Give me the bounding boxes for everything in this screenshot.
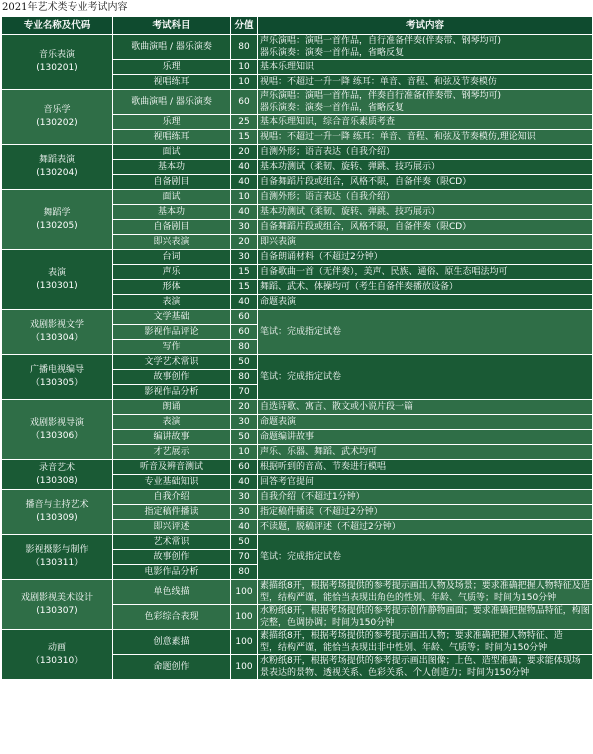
major-cell xyxy=(2,90,113,145)
subject-cell: 影视作品评论 xyxy=(113,325,231,340)
score-cell: 60 xyxy=(231,310,258,325)
major-name: 戏剧影视文学 xyxy=(29,320,84,330)
content-cell: 笔试：完成指定试卷 xyxy=(258,535,593,580)
header-content: 考试内容 xyxy=(258,17,593,35)
score-cell: 80 xyxy=(231,565,258,580)
subject-cell: 声乐 xyxy=(113,265,231,280)
score-cell: 80 xyxy=(231,370,258,385)
score-cell: 40 xyxy=(231,295,258,310)
subject-cell: 指定稿件播读 xyxy=(113,505,231,520)
major-code: (130309) xyxy=(36,513,78,523)
score-cell: 70 xyxy=(231,550,258,565)
major-cell xyxy=(2,35,113,90)
table-row xyxy=(2,580,593,605)
score-cell: 15 xyxy=(231,280,258,295)
subject-cell: 即兴评述 xyxy=(113,520,231,535)
score-cell: 100 xyxy=(231,655,258,680)
score-cell: 60 xyxy=(231,90,258,115)
major-cell xyxy=(2,355,113,400)
table-title: 2021年艺术类专业考试内容 xyxy=(2,2,128,13)
major-name: 录音艺术 xyxy=(38,462,75,473)
subject-cell: 乐理 xyxy=(113,60,231,75)
content-line: 水粉纸8开，根据考场提供的参考提示创作静物画面；要求准确把握物品特征，构图 xyxy=(260,606,590,616)
major-code: （130310） xyxy=(30,655,84,666)
content-cell: 命题编讲故事 xyxy=(258,430,593,445)
score-cell: 20 xyxy=(231,400,258,415)
score-cell: 30 xyxy=(231,220,258,235)
major-cell xyxy=(2,250,113,310)
subject-cell: 自我介绍 xyxy=(113,490,231,505)
content-cell xyxy=(258,580,593,605)
content-cell: 命题表演 xyxy=(258,415,593,430)
score-cell: 60 xyxy=(231,460,258,475)
subject-cell: 色彩综合表现 xyxy=(113,605,231,630)
content-line: 器乐演奏：演奏一首作品，省略反复 xyxy=(260,48,405,58)
score-cell: 40 xyxy=(231,160,258,175)
subject-cell: 文学基础 xyxy=(113,310,231,325)
content-cell: 基本功测试（柔韧、旋转、弹跳、技巧展示） xyxy=(258,205,593,220)
content-cell: 即兴表演 xyxy=(258,235,593,250)
subject-cell: 台词 xyxy=(113,250,231,265)
table-row xyxy=(2,35,593,60)
subject-cell: 自备剧目 xyxy=(113,175,231,190)
subject-cell: 自备剧目 xyxy=(113,220,231,235)
table-row xyxy=(2,460,593,475)
content-cell xyxy=(258,90,593,115)
major-name: 音乐学 xyxy=(43,105,71,115)
major-code: (130202) xyxy=(36,118,78,128)
subject-cell: 面试 xyxy=(113,145,231,160)
content-cell: 舞蹈、武术、体操均可（考生自备伴奏播放设备） xyxy=(258,280,593,295)
content-line: 器乐演奏：演奏一首作品，省略反复 xyxy=(260,103,405,113)
major-name: 广播电视编导 xyxy=(29,365,84,375)
table-row xyxy=(2,400,593,415)
score-cell: 10 xyxy=(231,190,258,205)
major-code: (130205) xyxy=(36,220,78,231)
major-code: (130307) xyxy=(36,605,78,616)
score-cell: 70 xyxy=(231,385,258,400)
header-score: 分值 xyxy=(231,17,258,35)
major-name: 舞蹈表演 xyxy=(38,155,75,165)
major-cell xyxy=(2,190,113,250)
table-row xyxy=(2,535,593,550)
major-code: (130308) xyxy=(36,475,78,486)
score-cell: 40 xyxy=(231,475,258,490)
subject-cell: 表演 xyxy=(113,415,231,430)
content-cell: 基本功测试（柔韧、旋转、弹跳、技巧展示） xyxy=(258,160,593,175)
content-cell: 基本乐理知识 xyxy=(258,60,593,75)
content-cell: 笔试：完成指定试卷 xyxy=(258,310,593,355)
subject-cell: 即兴表演 xyxy=(113,235,231,250)
table-row xyxy=(2,630,593,655)
subject-cell: 乐理 xyxy=(113,115,231,130)
major-name: 舞蹈学 xyxy=(43,207,71,218)
subject-cell: 艺术常识 xyxy=(113,535,231,550)
subject-cell: 写作 xyxy=(113,340,231,355)
content-cell: 自选诗歌、寓言、散文或小说片段一篇 xyxy=(258,400,593,415)
table-row xyxy=(2,250,593,265)
subject-cell: 听音及辨音测试 xyxy=(113,460,231,475)
score-cell: 10 xyxy=(231,60,258,75)
table-row xyxy=(2,355,593,370)
score-cell: 15 xyxy=(231,265,258,280)
score-cell: 80 xyxy=(231,35,258,60)
content-cell: 自备舞蹈片段或组合，风格不限，自备伴奏（限CD） xyxy=(258,175,593,190)
subject-cell: 创意素描 xyxy=(113,630,231,655)
major-cell xyxy=(2,580,113,630)
score-cell: 40 xyxy=(231,205,258,220)
score-cell: 30 xyxy=(231,250,258,265)
major-name: 动画 xyxy=(47,642,66,653)
content-cell: 自我介绍（不超过1分钟） xyxy=(258,490,593,505)
table-row xyxy=(2,190,593,205)
content-cell: 视唱：不超过一升一降 练耳：单音、音程、和弦及节奏模仿,理论知识 xyxy=(258,130,593,145)
content-cell: 自备朗诵材料（不超过2分钟） xyxy=(258,250,593,265)
content-cell xyxy=(258,630,593,655)
content-cell: 基本乐理知识，综合音乐素质考查 xyxy=(258,115,593,130)
content-cell: 自测外形；语言表达（自我介绍） xyxy=(258,190,593,205)
content-cell: 指定稿件播读（不超过2分钟） xyxy=(258,505,593,520)
table-row xyxy=(2,90,593,115)
subject-cell: 歌曲演唱 / 器乐演奏 xyxy=(113,35,231,60)
subject-cell: 编讲故事 xyxy=(113,430,231,445)
score-cell: 50 xyxy=(231,355,258,370)
subject-cell: 基本功 xyxy=(113,160,231,175)
content-cell: 声乐、乐器、舞蹈、武术均可 xyxy=(258,445,593,460)
major-code: （130304） xyxy=(30,333,84,343)
major-code: （130305） xyxy=(30,378,84,388)
subject-cell: 视唱练耳 xyxy=(113,75,231,90)
table-row xyxy=(2,145,593,160)
content-line: 水粉纸8开，根据考场提供的参考提示画出图像；上色、造型准确；要求能体现场 xyxy=(260,656,581,666)
content-cell: 自备歌曲一首（无伴奏），美声、民族、通俗、原生态唱法均可 xyxy=(258,265,593,280)
subject-cell: 影视作品分析 xyxy=(113,385,231,400)
score-cell: 80 xyxy=(231,340,258,355)
major-cell xyxy=(2,145,113,190)
major-cell xyxy=(2,460,113,490)
subject-cell: 才艺展示 xyxy=(113,445,231,460)
exam-table xyxy=(1,16,593,680)
major-code: (130201) xyxy=(36,63,78,73)
subject-cell: 基本功 xyxy=(113,205,231,220)
major-code: （130311） xyxy=(30,558,84,568)
score-cell: 60 xyxy=(231,325,258,340)
major-name: 影视摄影与制作 xyxy=(25,545,89,555)
table-row xyxy=(2,310,593,325)
major-name: 戏剧影视美术设计 xyxy=(20,592,93,603)
subject-cell: 故事创作 xyxy=(113,370,231,385)
major-code: (130204) xyxy=(36,168,78,178)
subject-cell: 视唱练耳 xyxy=(113,130,231,145)
subject-cell: 朗诵 xyxy=(113,400,231,415)
subject-cell: 面试 xyxy=(113,190,231,205)
score-cell: 30 xyxy=(231,415,258,430)
content-line: 景表达的景物、透视关系、色彩关系、个人创造力；时间为150分钟 xyxy=(260,668,530,678)
header-major: 专业名称及代码 xyxy=(2,17,113,35)
content-cell xyxy=(258,605,593,630)
major-name: 戏剧影视导演 xyxy=(29,417,84,428)
content-cell: 自备舞蹈片段或组合，风格不限，自备伴奏（限CD） xyxy=(258,220,593,235)
header-subject: 考试科目 xyxy=(113,17,231,35)
content-cell xyxy=(258,655,593,680)
content-cell: 回答考官提问 xyxy=(258,475,593,490)
score-cell: 40 xyxy=(231,175,258,190)
major-code: （130306） xyxy=(30,430,84,441)
score-cell: 25 xyxy=(231,115,258,130)
major-cell xyxy=(2,310,113,355)
content-cell: 自测外形；语言表达（自我介绍） xyxy=(258,145,593,160)
content-line: 素描纸8开，根据考场提供的参考提示画出人物；要求准确把握人物特征、造 xyxy=(260,631,563,641)
score-cell: 20 xyxy=(231,145,258,160)
subject-cell: 文学艺术常识 xyxy=(113,355,231,370)
subject-cell: 故事创作 xyxy=(113,550,231,565)
score-cell: 50 xyxy=(231,430,258,445)
score-cell: 15 xyxy=(231,130,258,145)
subject-cell: 表演 xyxy=(113,295,231,310)
major-cell xyxy=(2,630,113,680)
content-line: 声乐演唱：演唱一首作品，自行准备伴奏(伴奏带、钢琴均可) xyxy=(260,36,502,46)
subject-cell: 单色线描 xyxy=(113,580,231,605)
content-cell: 不读题，脱稿评述（不超过2分钟） xyxy=(258,520,593,535)
score-cell: 10 xyxy=(231,445,258,460)
table-header-row xyxy=(2,17,593,35)
subject-cell: 歌曲演唱 / 器乐演奏 xyxy=(113,90,231,115)
content-line: 型，结构严谨，能恰当表现出角色的性别、年龄、气质等；时间为150分钟 xyxy=(260,593,557,603)
subject-cell: 命题创作 xyxy=(113,655,231,680)
table-row xyxy=(2,490,593,505)
score-cell: 20 xyxy=(231,235,258,250)
content-cell: 命题表演 xyxy=(258,295,593,310)
content-line: 素描纸8开，根据考场提供的参考提示画出人物及场景；要求准确把握人物特征及造 xyxy=(260,581,590,591)
score-cell: 30 xyxy=(231,490,258,505)
content-line: 声乐演唱：演唱一首作品，伴奏自行准备(伴奏带、钢琴均可) xyxy=(260,91,502,101)
score-cell: 10 xyxy=(231,75,258,90)
subject-cell: 电影作品分析 xyxy=(113,565,231,580)
major-cell xyxy=(2,490,113,535)
score-cell: 100 xyxy=(231,580,258,605)
major-code: (130301) xyxy=(36,280,78,291)
major-name: 播音与主持艺术 xyxy=(25,500,89,510)
score-cell: 40 xyxy=(231,520,258,535)
major-name: 音乐表演 xyxy=(38,50,75,60)
score-cell: 50 xyxy=(231,535,258,550)
subject-cell: 形体 xyxy=(113,280,231,295)
content-cell: 根据听到的音高、节奏进行模唱 xyxy=(258,460,593,475)
content-line: 型，结构严谨，能恰当表现出非中性别、年龄、气质等；时间为150分钟 xyxy=(260,643,548,653)
content-cell: 视唱：不超过一升一降 练耳：单音、音程、和弦及节奏模仿 xyxy=(258,75,593,90)
score-cell: 100 xyxy=(231,630,258,655)
major-cell xyxy=(2,400,113,460)
content-cell: 笔试：完成指定试卷 xyxy=(258,355,593,400)
major-name: 表演 xyxy=(47,267,66,278)
major-cell xyxy=(2,535,113,580)
content-line: 完整，色调协调；时间为150分钟 xyxy=(260,618,395,628)
subject-cell: 专业基础知识 xyxy=(113,475,231,490)
score-cell: 30 xyxy=(231,505,258,520)
content-cell xyxy=(258,35,593,60)
score-cell: 100 xyxy=(231,605,258,630)
